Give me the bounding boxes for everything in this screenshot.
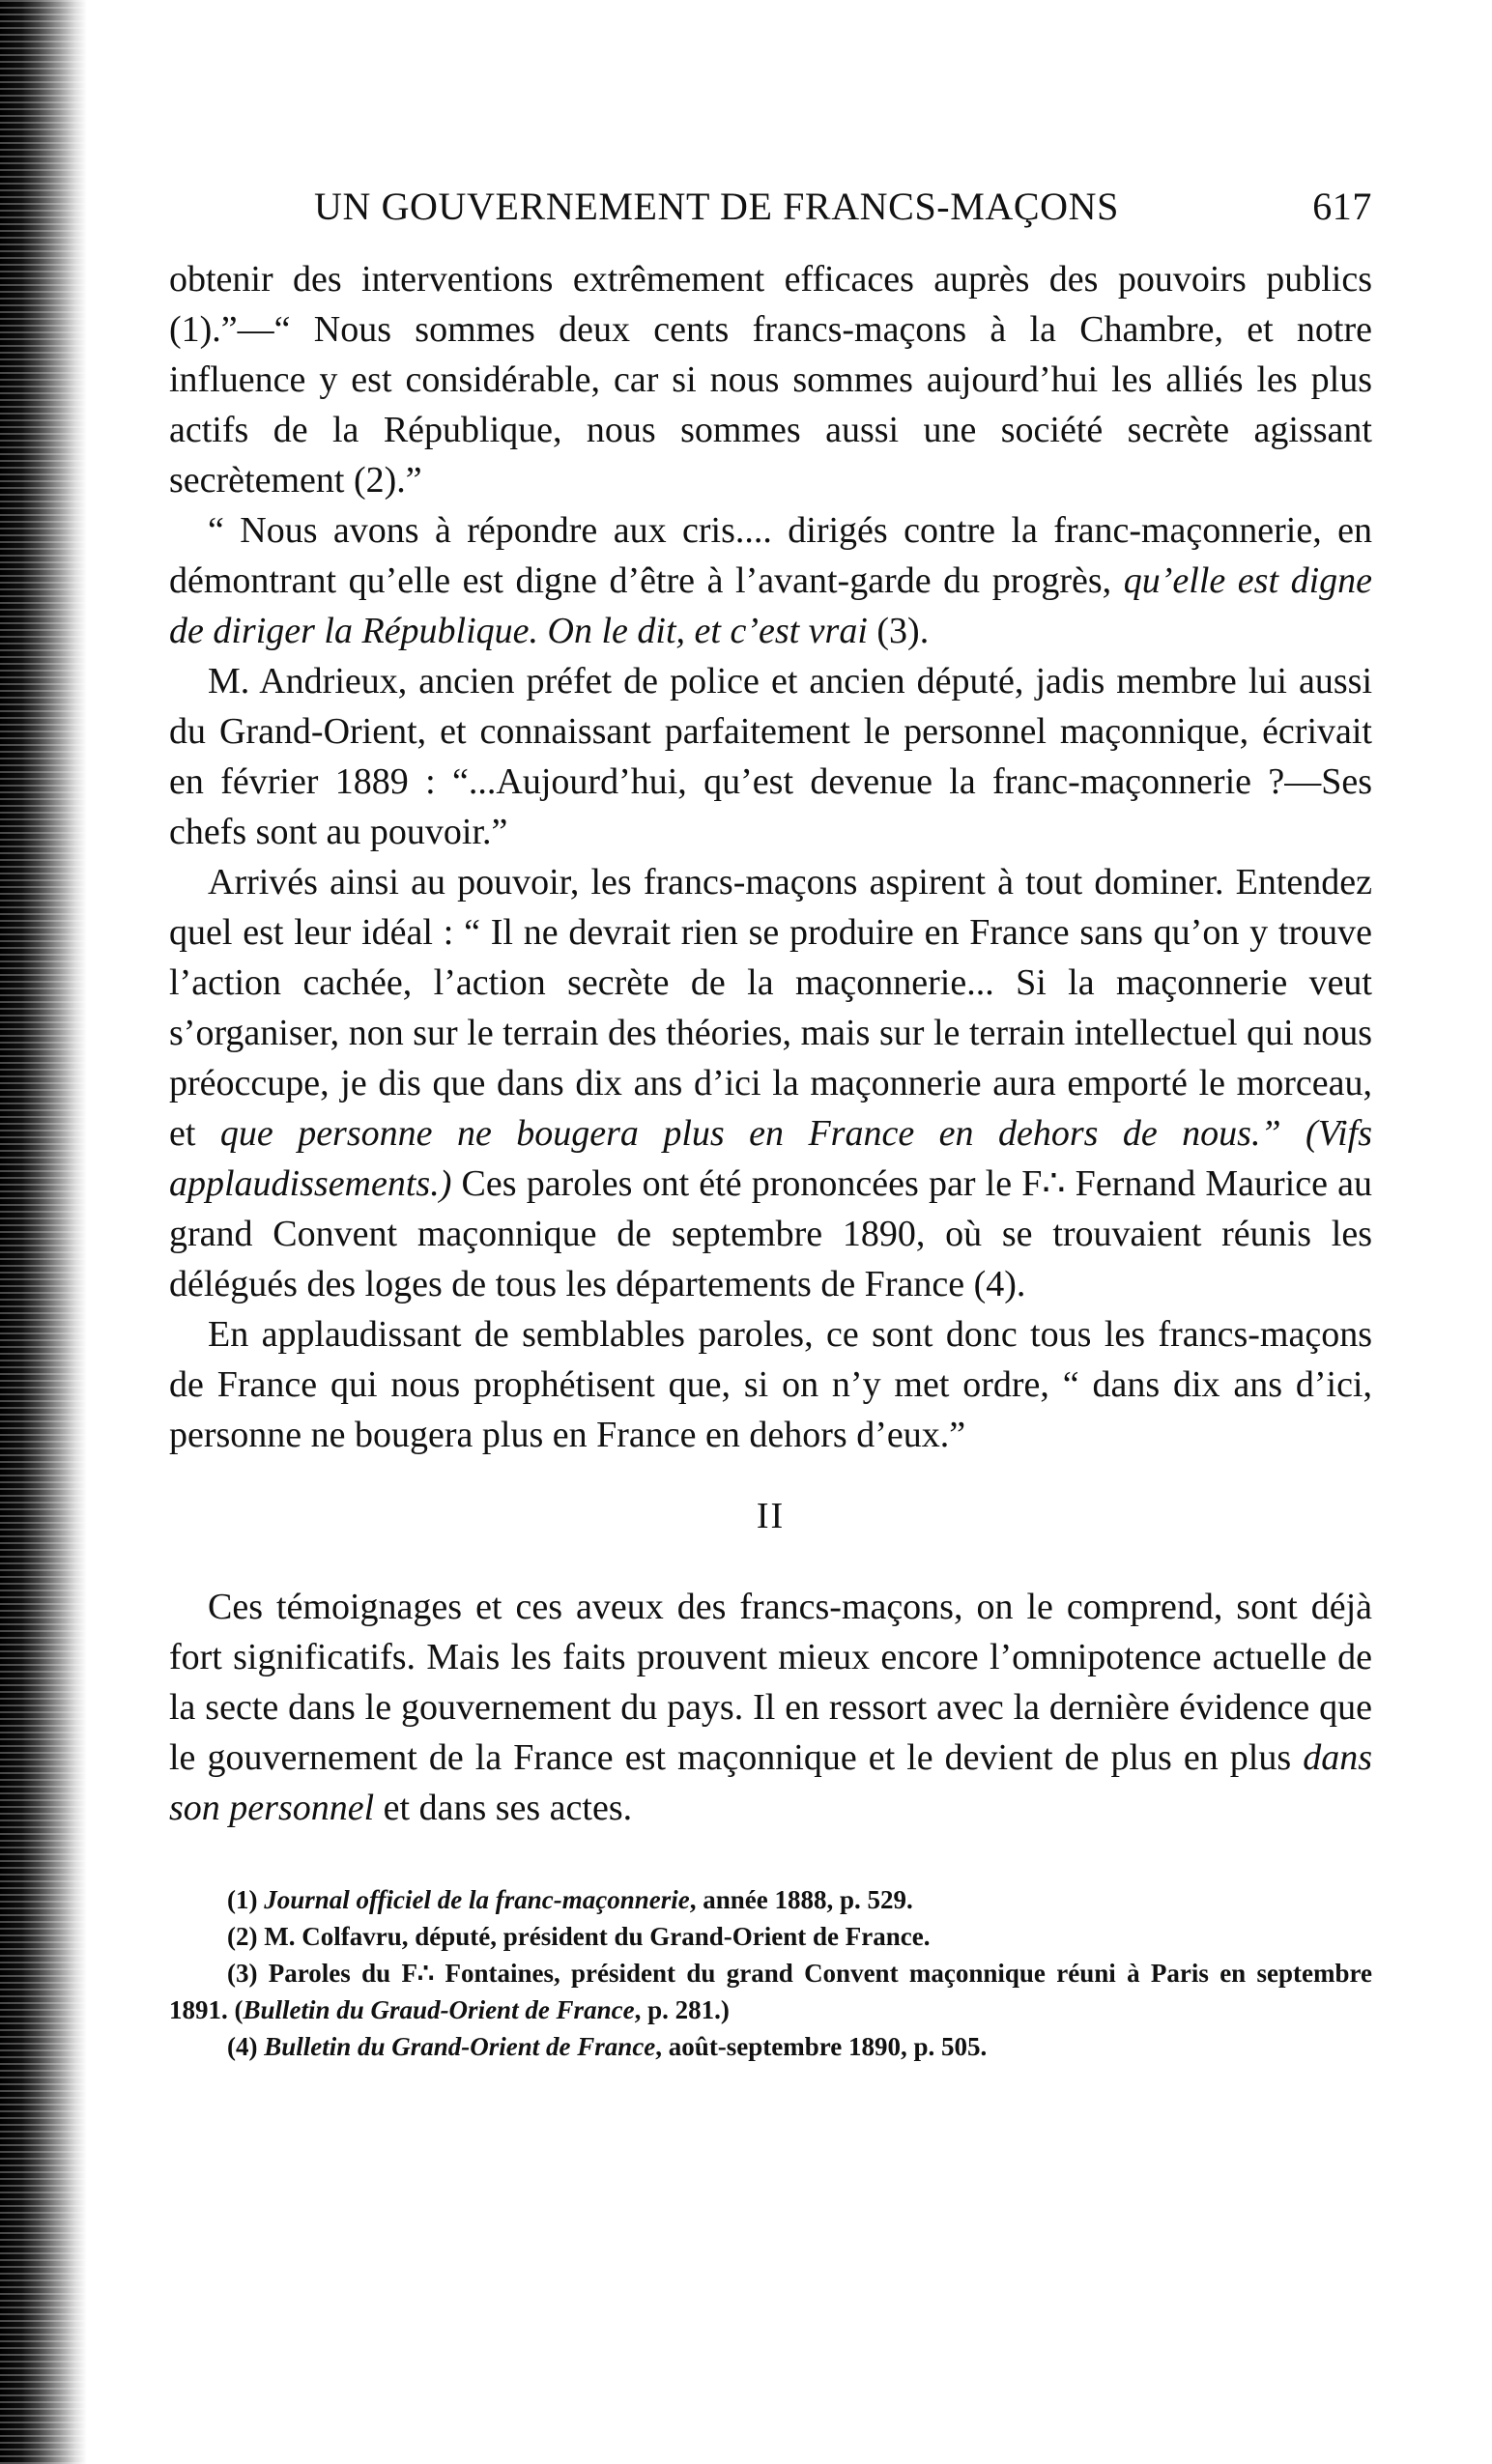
footnote-3	[169, 1955, 1372, 2028]
footnote-text-run: , année 1888, p. 529.	[689, 1885, 913, 1914]
footnote-text-run: , août-septembre 1890, p. 505.	[655, 2032, 988, 2061]
paragraph-5	[169, 1309, 1372, 1460]
footnote-text-run: (1)	[227, 1885, 265, 1914]
text-run: (3).	[867, 611, 930, 651]
paragraph-4	[169, 857, 1372, 1309]
text-run: Arrivés ainsi au pouvoir, les francs-maçons aspirent à tout dominer. Entendez quel est leur idéal : “ Il ne devrait rien se produire en France sans qu’on y trouve l’action cachée, l’action secrète de la maçonnerie... Si la maçonnerie veut s’organiser, non sur le terrain des théories, mais sur le terrain intellectuel qui nous préoccupe, je dis que dans dix ans d’ici la maçonnerie aura emporté le morceau, et	[169, 862, 1372, 1154]
body-text-section-ii	[169, 1582, 1372, 1833]
footnote-2	[169, 1918, 1372, 1955]
paragraph-section-ii-1	[169, 1582, 1372, 1833]
text-run: “ Nous avons à répondre aux cris.... dirigés contre la franc-maçonnerie, en démontrant qu’elle est digne d’être à l’avant-garde du progrès,	[169, 510, 1372, 601]
footnote-text-run: (3) Paroles du F∴ Fontaines, président du grand Convent maçonnique réuni à Paris en septembre 1891. (	[169, 1959, 1372, 2024]
text-run: M. Andrieux, ancien préfet de police et ancien député, jadis membre lui aussi du Grand-Orient, et connaissant parfaitement le personnel maçonnique, écrivait en février 1889 : “...Aujourd’hui, qu’est devenue la franc-maçonnerie ?—Ses chefs sont au pouvoir.”	[169, 661, 1372, 852]
paragraph-1	[169, 254, 1372, 505]
text-run: Ces paroles ont été prononcées par le F∴ Fernand Maurice au grand Convent maçonnique de septembre 1890, où se trouvaient réunis les délégués des loges de tous les départements de France (4).	[169, 1163, 1372, 1304]
text-run: et dans ses actes.	[374, 1788, 633, 1828]
body-text	[169, 254, 1372, 1460]
footnote-text-run: (2) M. Colfavru, député, président du Grand-Orient de France.	[227, 1922, 931, 1951]
text-run: En applaudissant de semblables paroles, ce sont donc tous les francs-maçons de France qui nous prophétisent que, si on n’y met ordre, “ dans dix ans d’ici, personne ne bougera plus en France en dehors d’eux.”	[169, 1314, 1372, 1455]
book-spine-texture	[0, 0, 92, 2464]
running-head-title: UN GOUVERNEMENT DE FRANCS-MAÇONS	[314, 185, 1119, 228]
footnote-italic-text: Bulletin du Grand-Orient de France	[264, 2032, 656, 2061]
italic-text: qu’elle est digne de diriger la République. On le dit, et c’est vrai	[169, 560, 1372, 651]
footnote-4	[169, 2028, 1372, 2065]
running-head	[314, 184, 1372, 229]
text-run: obtenir des interventions extrêmement efficaces auprès des pouvoirs publics (1).”—“ Nous sommes deux cents francs-maçons à la Chambre, et notre influence y est considérable, car si nous sommes aujourd’hui les alliés les plus actifs de la République, nous sommes aussi une société secrète agissant secrètement (2).”	[169, 259, 1372, 501]
footnote-italic-text: Bulletin du Graud-Orient de France	[243, 1995, 635, 2024]
footnote-text-run: (4)	[227, 2032, 265, 2061]
footnote-italic-text: Journal officiel de la franc-maçonnerie	[264, 1885, 690, 1914]
page-number: 617	[1312, 185, 1372, 228]
book-page	[169, 184, 1372, 2065]
footnote-1	[169, 1881, 1372, 1918]
paragraph-2	[169, 505, 1372, 656]
section-heading: II	[756, 1496, 786, 1536]
footnote-text-run: , p. 281.)	[634, 1995, 730, 2024]
paragraph-3	[169, 656, 1372, 857]
italic-text: que personne ne bougera plus en France en dehors de nous.” (Vifs applaudissements.)	[169, 1113, 1372, 1204]
text-run: Ces témoignages et ces aveux des francs-maçons, on le comprend, sont déjà fort significatifs. Mais les faits prouvent mieux encore l’omnipotence actuelle de la secte dans le gouvernement du pays. Il en ressort avec la dernière évidence que le gouvernement de la France est maçonnique et le devient de plus en plus	[169, 1587, 1372, 1778]
italic-text: dans son personnel	[169, 1737, 1372, 1828]
footnotes	[169, 1881, 1372, 2065]
